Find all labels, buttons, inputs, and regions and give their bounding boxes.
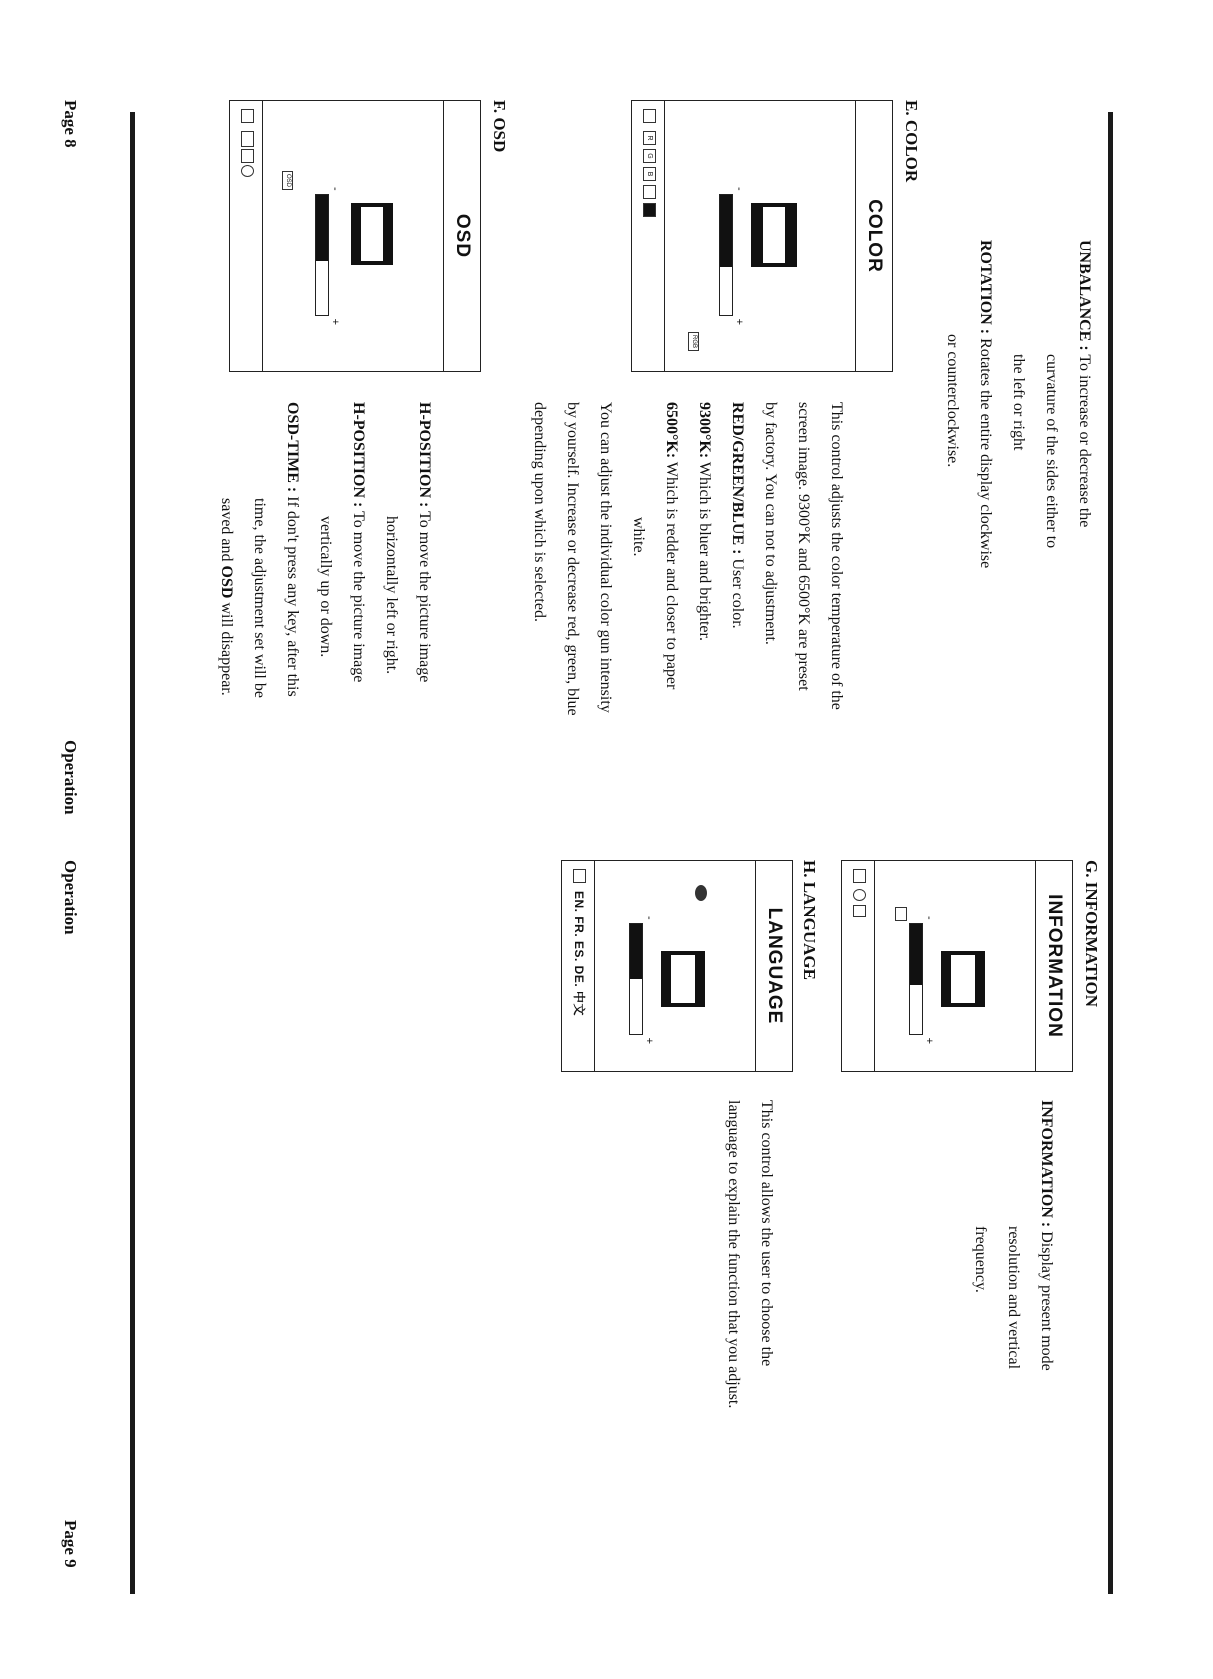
v-position-icon	[241, 149, 254, 163]
k9300-label: 9300°K:	[696, 402, 713, 459]
color-level-slider: - +	[719, 194, 733, 316]
unbalance-text: curvature of the sides either to	[1043, 354, 1060, 549]
osd-osd-screen	[229, 100, 481, 372]
language-slider-fill	[630, 924, 642, 979]
exit-icon	[573, 869, 586, 883]
v-position-text: To move the picture image	[350, 511, 367, 683]
clock-icon	[241, 165, 254, 177]
color-slider-fill	[720, 195, 732, 267]
osd-time-text: OSD	[218, 565, 235, 599]
language-icon-row	[562, 861, 595, 1071]
information-icon	[853, 889, 866, 901]
osd-time-text: If don't press any key, after this	[284, 496, 301, 697]
osd-tag: OSD	[282, 171, 293, 190]
rgb-text: User color.	[729, 558, 746, 629]
k9300-text: Which is bluer and brighter.	[696, 461, 713, 641]
color-text: by yourself. Increase or decrease red, green, blue	[564, 402, 581, 716]
information-text: Display present mode	[1038, 1231, 1055, 1371]
rotation-text: Rotates the entire display clockwise	[977, 338, 994, 569]
color-menu-graphic	[751, 203, 797, 267]
osd-screen-title: OSD	[443, 101, 480, 371]
language-options: EN. FR. ES. DE. 中文	[572, 891, 586, 1017]
information-screen-title: INFORMATION	[1035, 861, 1072, 1071]
h-position-icon	[241, 131, 254, 147]
exit-icon	[241, 109, 254, 123]
color-text: You can adjust the individual color gun intensity	[597, 402, 614, 713]
information-label: INFORMATION :	[1038, 1100, 1055, 1228]
information-osd-screen	[841, 860, 1073, 1072]
exit-icon	[643, 109, 656, 123]
color-heading: E. COLOR	[902, 100, 921, 183]
rgb-label: RED/GREEN/BLUE :	[729, 402, 746, 555]
color-osd-screen	[631, 100, 893, 372]
information-text: frequency.	[972, 1226, 989, 1293]
language-osd-screen	[561, 860, 793, 1072]
footer-section: Operation	[61, 860, 80, 935]
k6500-text: white.	[630, 517, 647, 557]
information-menu-graphic	[941, 951, 985, 1007]
color-text: screen image. 9300°K and 6500°K are preset	[795, 402, 812, 691]
osd-heading: F. OSD	[490, 100, 509, 153]
rotation-paragraph	[936, 240, 1002, 568]
language-text: This control allows the user to choose the	[758, 1100, 775, 1367]
information-icon-row	[842, 861, 875, 1071]
information-slider-fill	[910, 924, 922, 985]
language-paragraph	[717, 1100, 783, 1408]
v-position-label: H-POSITION :	[350, 402, 367, 508]
h-position-label: H-POSITION :	[416, 402, 433, 508]
h-position-text: horizontally left or right.	[383, 516, 400, 675]
osd-time-text: will disappear.	[218, 598, 235, 696]
osd-time-text: time, the adjustment set will be	[251, 498, 268, 698]
h-position-text: To move the picture image	[416, 511, 433, 683]
language-heading: H. LANGUAGE	[800, 860, 819, 980]
osd-time-text: saved and	[218, 498, 235, 566]
information-heading: G. INFORMATION	[1082, 860, 1101, 1008]
color-text: depending upon which is selected.	[531, 402, 548, 622]
color-paragraph	[523, 402, 853, 716]
information-level-slider: - +	[909, 923, 923, 1035]
rotation-text: or counterclockwise.	[944, 334, 961, 468]
green-icon: G	[643, 149, 656, 163]
exit-icon	[853, 869, 866, 883]
language-text: language to explain the function that you adjust.	[725, 1100, 742, 1409]
osd-time-label: OSD-TIME :	[284, 402, 301, 493]
footer-section: Operation	[61, 740, 80, 815]
page-number: Page 9	[61, 1520, 80, 1568]
language-icon	[853, 905, 866, 917]
page-8	[0, 100, 1213, 840]
language-menu-graphic	[661, 951, 705, 1007]
rotation-label: ROTATION :	[977, 240, 994, 335]
k6500-text: Which is redder and closer to paper	[663, 461, 680, 690]
unbalance-paragraph	[1002, 240, 1101, 548]
osd-slider-fill	[316, 195, 328, 261]
info-cursor-icon	[895, 907, 907, 921]
information-text: resolution and vertical	[1005, 1226, 1022, 1370]
color-screen-title: COLOR	[855, 101, 892, 371]
dark-preset-icon	[643, 203, 656, 217]
white-preset-icon	[643, 185, 656, 199]
red-icon: R	[643, 131, 656, 145]
unbalance-text: To increase or decrease the	[1076, 354, 1093, 528]
information-paragraph	[964, 1100, 1063, 1371]
osd-level-slider: - +	[315, 194, 329, 316]
osd-icon-row	[230, 101, 263, 371]
page-number: Page 8	[61, 100, 80, 148]
rgb-tag: RGB	[688, 332, 699, 351]
k6500-label: 6500°K:	[663, 402, 680, 459]
unbalance-label: UNBALANCE :	[1076, 240, 1093, 351]
language-screen-title: LANGUAGE	[755, 861, 792, 1071]
color-text: by factory. You can not to adjustment.	[762, 402, 779, 645]
globe-icon	[695, 885, 707, 901]
osd-menu-graphic	[351, 203, 393, 265]
page-9	[0, 860, 1213, 1600]
unbalance-text: the left or right	[1010, 354, 1027, 451]
color-icon-row	[632, 101, 665, 371]
v-position-text: vertically up or down.	[317, 516, 334, 658]
osd-paragraph	[210, 402, 441, 698]
language-level-slider: - +	[629, 923, 643, 1035]
blue-icon: B	[643, 167, 656, 181]
color-text: This control adjusts the color temperature of the	[828, 402, 845, 710]
